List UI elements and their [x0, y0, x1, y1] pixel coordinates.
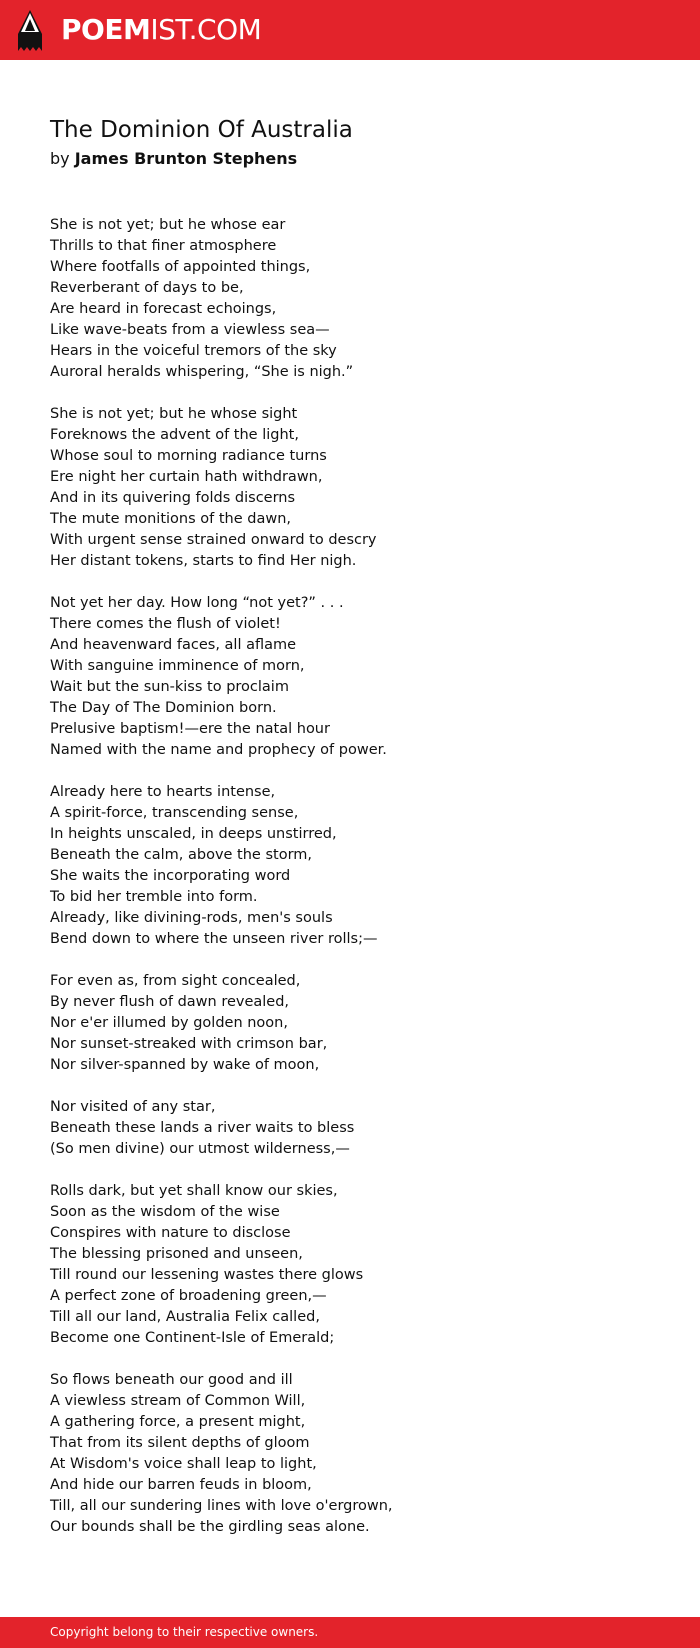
- site-logo-link[interactable]: [0, 0, 262, 60]
- poem-line: The mute monitions of the dawn,: [50, 511, 291, 527]
- poem-byline: [50, 147, 670, 171]
- poem-line: With sanguine imminence of morn,: [50, 658, 305, 674]
- poem-stanza: [50, 1181, 670, 1349]
- author-name: James Brunton Stephens: [74, 149, 298, 168]
- poem-line: So flows beneath our good and ill: [50, 1372, 293, 1388]
- poem-line: Bend down to where the unseen river rolls;—: [50, 931, 378, 947]
- poem-line: Like wave-beats from a viewless sea—: [50, 322, 330, 338]
- poem-line: Beneath the calm, above the storm,: [50, 847, 313, 863]
- site-logo-text: [61, 12, 261, 48]
- poem-line: Ere night her curtain hath withdrawn,: [50, 469, 323, 485]
- poem-line: Nor visited of any star,: [50, 1099, 216, 1115]
- poem-stanza: [50, 971, 670, 1076]
- poem-line: Conspires with nature to disclose: [50, 1225, 291, 1241]
- poem-line: A spirit-force, transcending sense,: [50, 805, 299, 821]
- poem-line: Rolls dark, but yet shall know our skies,: [50, 1183, 338, 1199]
- poem-line: In heights unscaled, in deeps unstirred,: [50, 826, 337, 842]
- poem-line: Become one Continent-Isle of Emerald;: [50, 1330, 335, 1346]
- poem-line: She is not yet; but he whose sight: [50, 406, 298, 422]
- poem-stanza: [50, 215, 670, 383]
- poem-line: Till, all our sundering lines with love o'ergrown,: [50, 1498, 393, 1514]
- poem-line: And heavenward faces, all aflame: [50, 637, 297, 653]
- poem-line: Till round our lessening wastes there glows: [50, 1267, 364, 1283]
- poem-line: (So men divine) our utmost wilderness,—: [50, 1141, 350, 1157]
- poem-line: Her distant tokens, starts to find Her nigh.: [50, 553, 357, 569]
- poem-line: A viewless stream of Common Will,: [50, 1393, 306, 1409]
- poem-line: The blessing prisoned and unseen,: [50, 1246, 303, 1262]
- poem-line: Are heard in forecast echoings,: [50, 301, 277, 317]
- poem-line: A perfect zone of broadening green,—: [50, 1288, 327, 1304]
- poem-body: [50, 215, 670, 1538]
- poem-line: By never flush of dawn revealed,: [50, 994, 290, 1010]
- poem-line: And hide our barren feuds in bloom,: [50, 1477, 312, 1493]
- pen-nib-icon: [18, 10, 42, 51]
- poem-line: Foreknows the advent of the light,: [50, 427, 299, 443]
- poem-line: Hears in the voiceful tremors of the sky: [50, 343, 337, 359]
- poem-title: The Dominion Of Australia: [50, 117, 353, 143]
- poem-line: To bid her tremble into form.: [50, 889, 258, 905]
- poem-line: Prelusive baptism!—ere the natal hour: [50, 721, 330, 737]
- poem-stanza: [50, 593, 670, 761]
- poem-line: Thrills to that finer atmosphere: [50, 238, 277, 254]
- poem-line: Nor e'er illumed by golden noon,: [50, 1015, 288, 1031]
- poem-line: With urgent sense strained onward to descry: [50, 532, 377, 548]
- footer-copyright: Copyright belong to their respective owners.: [50, 1625, 319, 1639]
- poem-line: Soon as the wisdom of the wise: [50, 1204, 280, 1220]
- poem-line: For even as, from sight concealed,: [50, 973, 301, 989]
- poem-line: Whose soul to morning radiance turns: [50, 448, 327, 464]
- poem-stanza: [50, 1370, 670, 1538]
- poem-stanza: [50, 1097, 670, 1160]
- poem-line: Wait but the sun-kiss to proclaim: [50, 679, 289, 695]
- poem-line: Where footfalls of appointed things,: [50, 259, 311, 275]
- poem-line: Till all our land, Australia Felix called,: [50, 1309, 320, 1325]
- poem-line: She waits the incorporating word: [50, 868, 291, 884]
- poem-stanza: [50, 404, 670, 572]
- poem-line: At Wisdom's voice shall leap to light,: [50, 1456, 317, 1472]
- by-label: by: [50, 149, 70, 168]
- poem-line: That from its silent depths of gloom: [50, 1435, 310, 1451]
- poem-line: Our bounds shall be the girdling seas alone.: [50, 1519, 370, 1535]
- poem-line: Nor sunset-streaked with crimson bar,: [50, 1036, 328, 1052]
- poem-line: There comes the flush of violet!: [50, 616, 281, 632]
- poem-line: And in its quivering folds discerns: [50, 490, 296, 506]
- poem-line: Auroral heralds whispering, “She is nigh.”: [50, 364, 354, 380]
- logo-bold-part: POEM: [61, 13, 151, 46]
- poem-article: [50, 113, 670, 1559]
- poem-line: She is not yet; but he whose ear: [50, 217, 286, 233]
- poem-stanza: [50, 782, 670, 950]
- poem-line: Reverberant of days to be,: [50, 280, 244, 296]
- poem-line: Beneath these lands a river waits to bless: [50, 1120, 355, 1136]
- site-header: [0, 0, 700, 60]
- poem-line: Already, like divining-rods, men's souls: [50, 910, 333, 926]
- poem-line: Already here to hearts intense,: [50, 784, 276, 800]
- site-footer: [0, 1617, 700, 1648]
- logo-light-part: IST.COM: [150, 13, 262, 46]
- poem-line: A gathering force, a present might,: [50, 1414, 306, 1430]
- poem-line: Nor silver-spanned by wake of moon,: [50, 1057, 320, 1073]
- poem-line: The Day of The Dominion born.: [50, 700, 277, 716]
- poem-line: Not yet her day. How long “not yet?” . . .: [50, 595, 344, 611]
- poem-line: Named with the name and prophecy of power.: [50, 742, 387, 758]
